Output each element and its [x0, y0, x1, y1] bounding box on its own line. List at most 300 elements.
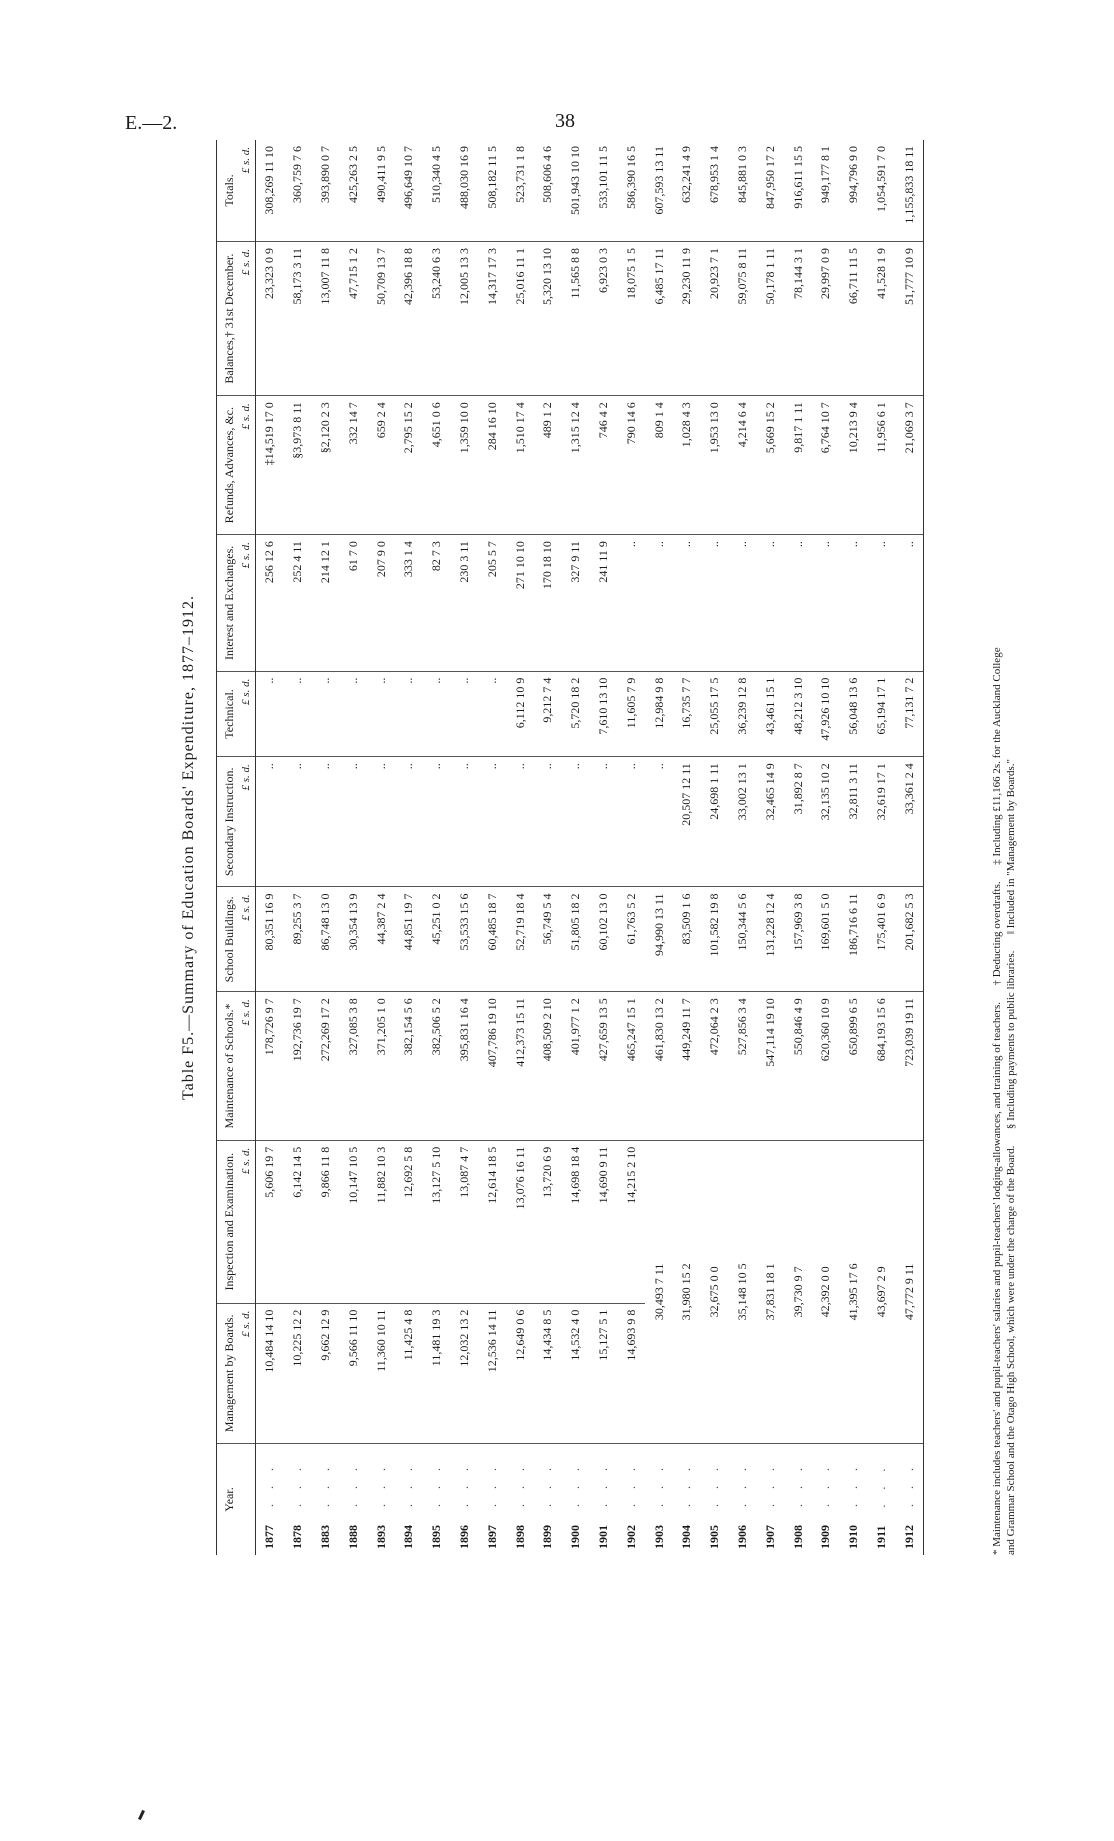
cell-build: 157,969 3 8: [784, 887, 812, 992]
cell-tech: ..: [339, 671, 367, 757]
cell-insp: 10,147 10 5: [339, 1140, 367, 1303]
cell-total: 607,593 13 11: [645, 140, 673, 241]
cell-build: 94,990 13 11: [645, 887, 673, 992]
cell-build: 86,748 13 0: [312, 887, 340, 992]
year-cell: [673, 1444, 701, 1556]
year-cell: [590, 1444, 618, 1556]
year-value: 1903: [651, 1525, 666, 1549]
cell-ref: 4,214 6 4: [729, 396, 757, 535]
cell-sec: 20,507 12 11: [673, 757, 701, 887]
footnote-line-1: [990, 140, 1004, 1555]
cell-total: 845,881 0 3: [729, 140, 757, 241]
cell-ref: 1,028 4 3: [673, 396, 701, 535]
cell-total: 533,101 11 5: [590, 140, 618, 241]
merged-management-inspection-cell: 42,392 0 0: [812, 1140, 840, 1443]
year-value: 1888: [345, 1525, 360, 1549]
cell-bal: 11,565 8 8: [562, 241, 590, 395]
cell-tech: 43,461 15 1: [756, 671, 784, 757]
cell-insp: 11,882 10 3: [367, 1140, 395, 1303]
table-row: [506, 140, 534, 1555]
cell-insp: 14,690 9 11: [590, 1140, 618, 1303]
cell-int: 82 7 3: [423, 535, 451, 672]
column-header-label: Secondary Instruction.: [222, 767, 236, 877]
cell-mgmt: 11,360 10 11: [367, 1303, 395, 1443]
cell-build: 51,805 18 2: [562, 887, 590, 992]
cell-build: 52,719 18 4: [506, 887, 534, 992]
cell-build: 150,344 5 6: [729, 887, 757, 992]
column-header-label: School Buildings.: [222, 896, 236, 983]
cell-sec: ..: [367, 757, 395, 887]
cell-int: 230 3 11: [451, 535, 479, 672]
cell-bal: 29,997 0 9: [812, 241, 840, 395]
cell-sec: ..: [617, 757, 645, 887]
cell-sec: ..: [534, 757, 562, 887]
table-row: [478, 140, 506, 1555]
cell-sec: 32,619 17 1: [868, 757, 896, 887]
column-header: [217, 1303, 256, 1443]
table-row: [367, 140, 395, 1555]
column-header-label: Technical.: [222, 689, 236, 739]
cell-int: 207 9 0: [367, 535, 395, 672]
table-row: [451, 140, 479, 1555]
cell-bal: 29,230 11 9: [673, 241, 701, 395]
table-header-row: [217, 140, 256, 1555]
table-row: [590, 140, 618, 1555]
cell-maint: 550,846 4 9: [784, 992, 812, 1141]
cell-tech: ..: [256, 671, 284, 757]
cell-mgmt: 9,566 11 10: [339, 1303, 367, 1443]
year-cell: [784, 1444, 812, 1556]
leader-dots: . . .: [846, 1462, 861, 1507]
footnote-maintenance-cont: and Grammar School and the Otago High School, which were under the charge of the Board.: [1005, 1145, 1017, 1555]
year-cell: [478, 1444, 506, 1556]
cell-bal: 59,075 8 11: [729, 241, 757, 395]
table-row: [256, 140, 284, 1555]
cell-mgmt: 12,536 14 11: [478, 1303, 506, 1443]
cell-tech: 56,048 13 6: [840, 671, 868, 757]
cell-mgmt: 11,425 4 8: [395, 1303, 423, 1443]
cell-int: 256 12 6: [256, 535, 284, 672]
cell-total: 678,953 1 4: [701, 140, 729, 241]
table-row: [423, 140, 451, 1555]
cell-build: 89,255 3 7: [284, 887, 312, 992]
column-header: [217, 396, 256, 535]
cell-sec: ..: [339, 757, 367, 887]
year-cell: [506, 1444, 534, 1556]
column-header-label: Interest and Exchanges.: [222, 545, 236, 661]
cell-ref: 1,359 10 0: [451, 396, 479, 535]
cell-maint: 371,205 1 0: [367, 992, 395, 1141]
table-row: [756, 140, 784, 1555]
year-value: 1908: [790, 1525, 805, 1549]
cell-maint: 650,899 6 5: [840, 992, 868, 1141]
cell-int: ..: [840, 535, 868, 672]
cell-tech: 6,112 10 9: [506, 671, 534, 757]
table-row: [284, 140, 312, 1555]
cell-total: 994,796 9 0: [840, 140, 868, 241]
cell-total: 586,390 16 5: [617, 140, 645, 241]
cell-ref: 1,315 12 4: [562, 396, 590, 535]
cell-int: 61 7 0: [339, 535, 367, 672]
leader-dots: . . .: [762, 1462, 777, 1507]
table-row: [312, 140, 340, 1555]
cell-bal: 20,923 7 1: [701, 241, 729, 395]
cell-maint: 723,039 19 11: [895, 992, 923, 1141]
cell-bal: 51,777 10 9: [895, 241, 923, 395]
cell-total: 847,950 17 2: [756, 140, 784, 241]
leader-dots: . . .: [707, 1462, 722, 1507]
cell-maint: 327,085 3 8: [339, 992, 367, 1141]
column-header: [217, 1140, 256, 1303]
column-units: £ s. d.: [240, 678, 252, 705]
column-header: [217, 671, 256, 757]
cell-bal: 18,075 1 5: [617, 241, 645, 395]
footnote-management: ‖ Included in "Management by Boards.": [1005, 758, 1017, 935]
cell-ref: 11,956 6 1: [868, 396, 896, 535]
cell-ref: ‡14,519 17 0: [256, 396, 284, 535]
table-row: [812, 140, 840, 1555]
cell-ref: 489 1 2: [534, 396, 562, 535]
cell-bal: 50,178 1 11: [756, 241, 784, 395]
cell-total: 632,241 4 9: [673, 140, 701, 241]
table-row: [840, 140, 868, 1555]
year-value: 1899: [540, 1525, 555, 1549]
cell-tech: ..: [312, 671, 340, 757]
cell-tech: 48,212 3 10: [784, 671, 812, 757]
year-value: 1894: [401, 1525, 416, 1549]
cell-ref: 284 16 10: [478, 396, 506, 535]
column-header-label: Inspection and Examination.: [222, 1152, 236, 1291]
column-header: [217, 140, 256, 241]
cell-maint: 272,269 17 2: [312, 992, 340, 1141]
table-row: [868, 140, 896, 1555]
cell-sec: ..: [451, 757, 479, 887]
cell-build: 45,251 0 2: [423, 887, 451, 992]
column-header-label: Maintenance of Schools.*: [222, 1003, 236, 1129]
cell-int: 333 1 4: [395, 535, 423, 672]
cell-build: 186,716 6 11: [840, 887, 868, 992]
cell-total: 360,759 7 6: [284, 140, 312, 241]
merged-management-inspection-cell: 39,730 9 7: [784, 1140, 812, 1443]
cell-int: ..: [617, 535, 645, 672]
year-cell: [812, 1444, 840, 1556]
year-cell: [451, 1444, 479, 1556]
cell-tech: ..: [451, 671, 479, 757]
column-units: £ s. d.: [240, 1147, 252, 1175]
cell-insp: 13,127 5 10: [423, 1140, 451, 1303]
cell-ref: §2,120 2 3: [312, 396, 340, 535]
year-cell: [840, 1444, 868, 1556]
cell-total: 393,890 0 7: [312, 140, 340, 241]
year-value: 1898: [512, 1525, 527, 1549]
merged-management-inspection-cell: 37,831 18 1: [756, 1140, 784, 1443]
cell-int: ..: [895, 535, 923, 672]
cell-maint: 547,114 19 10: [756, 992, 784, 1141]
cell-int: 271 10 10: [506, 535, 534, 672]
leader-dots: . . .: [262, 1462, 277, 1507]
column-header: [217, 1444, 256, 1556]
year-cell: [395, 1444, 423, 1556]
cell-sec: ..: [312, 757, 340, 887]
cell-sec: ..: [256, 757, 284, 887]
column-units: £ s. d.: [240, 999, 252, 1026]
year-value: 1896: [456, 1525, 471, 1549]
cell-build: 44,387 2 4: [367, 887, 395, 992]
column-units: £ s. d.: [240, 764, 252, 791]
cell-maint: 427,659 13 5: [590, 992, 618, 1141]
year-value: 1905: [707, 1525, 722, 1549]
leader-dots: . . .: [373, 1462, 388, 1507]
column-units: £ s. d.: [240, 542, 252, 569]
cell-tech: 5,720 18 2: [562, 671, 590, 757]
column-header-label: Management by Boards.: [222, 1314, 236, 1433]
cell-ref: 809 1 4: [645, 396, 673, 535]
cell-int: ..: [645, 535, 673, 672]
column-units: £ s. d.: [240, 1310, 252, 1337]
column-header-label: Balances,† 31st December.: [222, 253, 236, 384]
table-row: [645, 140, 673, 1555]
cell-build: 56,749 5 4: [534, 887, 562, 992]
cell-tech: 77,131 7 2: [895, 671, 923, 757]
cell-tech: 65,194 17 1: [868, 671, 896, 757]
year-value: 1909: [818, 1525, 833, 1549]
year-cell: [756, 1444, 784, 1556]
column-units: £ s. d.: [240, 147, 252, 174]
leader-dots: . . .: [317, 1462, 332, 1507]
cell-int: ..: [868, 535, 896, 672]
cell-int: ..: [729, 535, 757, 672]
cell-tech: 47,926 10 10: [812, 671, 840, 757]
column-header: [217, 992, 256, 1141]
cell-sec: ..: [478, 757, 506, 887]
year-cell: [284, 1444, 312, 1556]
year-value: 1893: [373, 1525, 388, 1549]
cell-total: 308,269 11 10: [256, 140, 284, 241]
leader-dots: . . .: [429, 1462, 444, 1507]
cell-sec: ..: [562, 757, 590, 887]
year-value: 1911: [873, 1525, 888, 1549]
cell-build: 53,533 15 6: [451, 887, 479, 992]
cell-tech: ..: [284, 671, 312, 757]
column-header-label: Refunds, Advances, &c.: [222, 407, 236, 524]
cell-maint: 407,786 19 10: [478, 992, 506, 1141]
cell-mgmt: 10,484 14 10: [256, 1303, 284, 1443]
cell-sec: ..: [506, 757, 534, 887]
cell-total: 488,030 16 9: [451, 140, 479, 241]
cell-sec: 31,892 8 7: [784, 757, 812, 887]
year-cell: [367, 1444, 395, 1556]
cell-maint: 192,736 19 7: [284, 992, 312, 1141]
cell-insp: 13,076 16 11: [506, 1140, 534, 1303]
cell-bal: 14,317 17 3: [478, 241, 506, 395]
cell-build: 131,228 12 4: [756, 887, 784, 992]
year-cell: [617, 1444, 645, 1556]
cell-ref: 10,213 9 4: [840, 396, 868, 535]
cell-build: 60,485 18 7: [478, 887, 506, 992]
table-row: [729, 140, 757, 1555]
cell-maint: 465,247 15 1: [617, 992, 645, 1141]
cell-ref: 4,651 0 6: [423, 396, 451, 535]
leader-dots: . . .: [484, 1462, 499, 1507]
column-header: [217, 241, 256, 395]
leader-dots: . . .: [456, 1462, 471, 1507]
cell-tech: ..: [367, 671, 395, 757]
cell-sec: 33,361 2 4: [895, 757, 923, 887]
cell-maint: 620,360 10 9: [812, 992, 840, 1141]
cell-insp: 6,142 14 5: [284, 1140, 312, 1303]
cell-total: 508,606 4 6: [534, 140, 562, 241]
year-cell: [895, 1444, 923, 1556]
cell-maint: 684,193 15 6: [868, 992, 896, 1141]
cell-build: 44,851 19 7: [395, 887, 423, 992]
column-header: [217, 757, 256, 887]
table-body: [256, 140, 924, 1555]
year-value: 1907: [762, 1525, 777, 1549]
cell-int: ..: [756, 535, 784, 672]
cell-sec: 32,811 3 11: [840, 757, 868, 887]
rotated-table-page: [180, 140, 1040, 1555]
cell-total: 916,611 15 5: [784, 140, 812, 241]
cell-maint: 408,509 2 10: [534, 992, 562, 1141]
cell-bal: 42,396 18 8: [395, 241, 423, 395]
cell-maint: 461,830 13 2: [645, 992, 673, 1141]
cell-int: 205 5 7: [478, 535, 506, 672]
cell-build: 83,509 1 6: [673, 887, 701, 992]
cell-ref: 2,795 15 2: [395, 396, 423, 535]
cell-bal: 5,320 13 10: [534, 241, 562, 395]
column-units: £ s. d.: [240, 894, 252, 921]
leader-dots: . . .: [873, 1462, 888, 1508]
cell-mgmt: 14,693 9 8: [617, 1303, 645, 1443]
cell-mgmt: 9,662 12 9: [312, 1303, 340, 1443]
footnote-maintenance: * Maintenance includes teachers' and pupil-teachers' salaries and pupil-teachers' lodging-allowances, and training of teachers.: [991, 1002, 1003, 1555]
cell-build: 80,351 16 9: [256, 887, 284, 992]
cell-mgmt: 15,127 5 1: [590, 1303, 618, 1443]
cell-sec: ..: [284, 757, 312, 887]
cell-insp: 12,692 5 8: [395, 1140, 423, 1303]
cell-total: 949,177 8 1: [812, 140, 840, 241]
cell-total: 510,340 4 5: [423, 140, 451, 241]
cell-bal: 50,709 13 7: [367, 241, 395, 395]
cell-tech: ..: [423, 671, 451, 757]
expenditure-table: [216, 140, 924, 1555]
cell-total: 501,943 10 10: [562, 140, 590, 241]
leader-dots: . . .: [901, 1462, 916, 1507]
cell-bal: 41,528 1 9: [868, 241, 896, 395]
cell-int: 170 18 10: [534, 535, 562, 672]
year-value: 1910: [846, 1525, 861, 1549]
leader-dots: . . .: [540, 1462, 555, 1507]
cell-maint: 401,977 1 2: [562, 992, 590, 1141]
cell-mgmt: 12,032 13 2: [451, 1303, 479, 1443]
cell-maint: 412,373 15 11: [506, 992, 534, 1141]
merged-management-inspection-cell: 47,772 9 11: [895, 1140, 923, 1443]
cell-maint: 382,506 5 2: [423, 992, 451, 1141]
cell-mgmt: 14,532 4 0: [562, 1303, 590, 1443]
footnotes: [990, 140, 1018, 1555]
year-value: 1878: [290, 1525, 305, 1549]
table-row: [339, 140, 367, 1555]
cell-int: 214 12 1: [312, 535, 340, 672]
column-header-label: Totals.: [222, 174, 236, 207]
cell-tech: 36,239 12 8: [729, 671, 757, 757]
cell-int: 327 9 11: [562, 535, 590, 672]
cell-int: ..: [673, 535, 701, 672]
cell-bal: 25,016 11 1: [506, 241, 534, 395]
table-row: [895, 140, 923, 1555]
cell-int: 241 11 9: [590, 535, 618, 672]
cell-maint: 382,154 5 6: [395, 992, 423, 1141]
cell-bal: 66,711 11 5: [840, 241, 868, 395]
page-number: 38: [555, 110, 575, 132]
cell-maint: 527,856 3 4: [729, 992, 757, 1141]
year-cell: [562, 1444, 590, 1556]
stray-mark: [138, 1810, 145, 1820]
cell-build: 61,763 5 2: [617, 887, 645, 992]
year-value: 1900: [568, 1525, 583, 1549]
table-row: [562, 140, 590, 1555]
cell-bal: 23,323 0 9: [256, 241, 284, 395]
cell-total: 496,649 10 7: [395, 140, 423, 241]
cell-sec: ..: [395, 757, 423, 887]
cell-ref: §3,973 8 11: [284, 396, 312, 535]
leader-dots: . . .: [734, 1462, 749, 1507]
leader-dots: . . .: [595, 1462, 610, 1507]
year-cell: [256, 1444, 284, 1556]
cell-sec: ..: [645, 757, 673, 887]
footnote-balances: † Deducting overdrafts.: [991, 881, 1003, 986]
cell-ref: 9,817 1 11: [784, 396, 812, 535]
cell-ref: 1,510 17 4: [506, 396, 534, 535]
cell-tech: 16,735 7 7: [673, 671, 701, 757]
cell-total: 1,054,591 7 0: [868, 140, 896, 241]
merged-management-inspection-cell: 30,493 7 11: [645, 1140, 673, 1443]
year-cell: [339, 1444, 367, 1556]
cell-sec: 33,002 13 1: [729, 757, 757, 887]
table-row: [617, 140, 645, 1555]
column-header: [217, 887, 256, 992]
cell-ref: 790 14 6: [617, 396, 645, 535]
table-row: [673, 140, 701, 1555]
table-row: [395, 140, 423, 1555]
page-reference: E.—2.: [125, 112, 178, 134]
cell-tech: 7,610 13 10: [590, 671, 618, 757]
cell-tech: 11,605 7 9: [617, 671, 645, 757]
leader-dots: . . .: [290, 1462, 305, 1507]
cell-tech: 9,212 7 4: [534, 671, 562, 757]
cell-insp: 12,614 18 5: [478, 1140, 506, 1303]
cell-build: 169,601 5 0: [812, 887, 840, 992]
leader-dots: . . .: [790, 1462, 805, 1507]
cell-insp: 13,087 4 7: [451, 1140, 479, 1303]
merged-management-inspection-cell: 31,980 15 2: [673, 1140, 701, 1443]
footnote-line-2: [1004, 140, 1018, 1555]
year-cell: [423, 1444, 451, 1556]
cell-int: ..: [784, 535, 812, 672]
cell-sec: 24,698 1 11: [701, 757, 729, 887]
cell-maint: 178,726 9 7: [256, 992, 284, 1141]
cell-build: 101,582 19 8: [701, 887, 729, 992]
table-title: Table F5.—Summary of Education Boards' Expenditure, 1877–1912.: [180, 594, 197, 1101]
footnote-libraries: § Including payments to public libraries.: [1005, 950, 1017, 1130]
cell-insp: 5,606 19 7: [256, 1140, 284, 1303]
leader-dots: . . .: [651, 1462, 666, 1507]
cell-sec: ..: [590, 757, 618, 887]
cell-total: 425,263 2 5: [339, 140, 367, 241]
year-value: 1877: [262, 1525, 277, 1549]
cell-bal: 12,005 13 3: [451, 241, 479, 395]
leader-dots: . . .: [818, 1462, 833, 1507]
